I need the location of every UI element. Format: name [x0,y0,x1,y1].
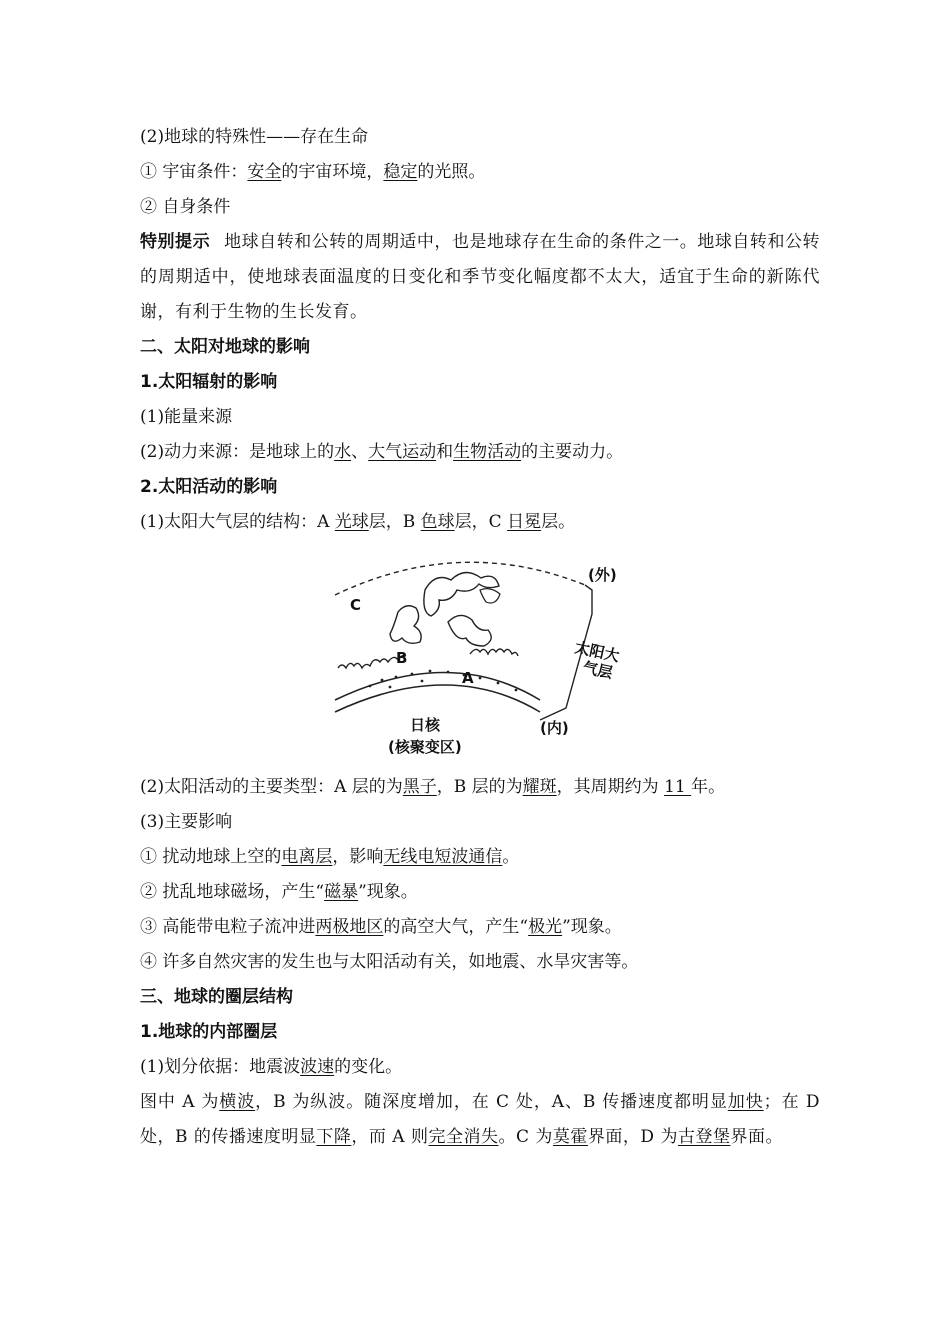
answer-sunspots: 黑子 [402,777,437,797]
answer-aurora: 极光 [528,917,563,937]
answer-disappear: 完全消失 [428,1127,499,1147]
label-outer: (外) [588,566,617,584]
section-earth-layers-heading: 三、地球的圈层结构 [140,987,293,1007]
chromosphere-wave [338,649,518,668]
section-sun-effect-heading: 二、太阳对地球的影响 [140,337,310,357]
answer-magnetic-storm: 磁暴 [324,882,359,902]
text: ；在 D 处，B 的传播速度明显 [140,1092,820,1147]
text: ，其周期约为 [556,777,665,797]
corona-flame-2 [390,606,421,644]
answer-atmosphere-motion: 大气运动 [368,442,437,462]
label-atmosphere-2: 气层 [581,658,615,683]
effect-ionosphere-item [140,840,820,875]
answer-water: 水 [334,442,352,462]
label-core: 日核 [410,716,441,734]
text: (2)太阳活动的主要类型：A 层的为 [140,777,403,797]
answer-decrease: 下降 [316,1127,352,1147]
sun-atmosphere-diagram [140,544,820,770]
answer-safe: 安全 [247,162,282,182]
text: 图中 A 为 [140,1092,220,1112]
text: 层，C [454,512,508,532]
sun-atmosphere-svg [330,550,630,760]
text: 和 [436,442,454,462]
text: ，B 为纵波。随深度增加，在 C 处，A、B 传播速度都明显 [255,1092,728,1112]
text: 的变化。 [334,1057,403,1077]
text: (1)太阳大气层的结构：A [140,512,335,532]
text: ② 扰乱地球磁场，产生“ [140,882,325,902]
text: ① 扰动地球上空的 [140,847,282,867]
text: 。C 为 [498,1127,553,1147]
text: 界面，D 为 [587,1127,678,1147]
special-tip-label: 特别提示 [140,232,211,252]
cosmic-conditions-item [140,155,820,190]
power-source-item [140,435,820,470]
text: ”现象。 [358,882,418,902]
answer-biological-activity: 生物活动 [453,442,522,462]
seismic-wave-paragraph [140,1085,820,1155]
effect-aurora-item [140,910,820,945]
effect-magnetic-item [140,875,820,910]
answer-gutenberg: 古登堡 [677,1127,731,1147]
text: 界面。 [730,1127,783,1147]
main-effects-item: (3)主要影响 [140,812,233,832]
text: ，而 A 则 [351,1127,429,1147]
answer-radio-communication: 无线电短波通信 [383,847,503,867]
answer-period: 11 [664,777,692,797]
text: ① 宇宙条件： [140,162,248,182]
document-page [140,120,820,1155]
inner-layers-subheading: 1.地球的内部圈层 [140,1022,278,1042]
division-basis-item [140,1050,820,1085]
special-tip-text: 地球自转和公转的周期适中，也是地球存在生命的条件之一。地球自转和公转的周期适中，使地球表面温度的日变化和季节变化幅度都不太大，适宜于生命的新陈代谢，有利于生物的生长发育。 [140,232,820,322]
answer-wave-speed: 波速 [300,1057,335,1077]
text: ”现象。 [562,917,622,937]
label-inner: (内) [540,719,569,737]
answer-polar-regions: 两极地区 [315,917,384,937]
section-earth-specialty-heading: (2)地球的特殊性——存在生命 [140,127,369,147]
sun-atmosphere-structure-item [140,505,820,540]
answer-stable: 稳定 [383,162,418,182]
answer-corona: 日冕 [507,512,542,532]
label-b: B [396,649,408,667]
answer-transverse-wave: 横波 [219,1092,256,1112]
answer-moho: 莫霍 [552,1127,588,1147]
text: ，B 层的为 [436,777,523,797]
corona-flame-1 [424,572,499,616]
text: 层，B [368,512,421,532]
text: 的光照。 [417,162,486,182]
effect-disasters-item: ④ 许多自然灾害的发生也与太阳活动有关，如地震、水旱灾害等。 [140,952,639,972]
text: ，影响 [332,847,384,867]
answer-ionosphere: 电离层 [281,847,333,867]
answer-chromosphere: 色球 [420,512,455,532]
label-core-fusion: (核聚变区) [388,738,462,756]
text: (2)动力来源：是地球上的 [140,442,335,462]
text: 年。 [691,777,726,797]
text: 。 [502,847,520,867]
corona-flame-3 [448,615,491,646]
text: 层。 [541,512,576,532]
answer-photosphere: 光球 [334,512,369,532]
label-c: C [350,596,362,614]
corona-flame-4 [480,589,500,603]
text: ③ 高能带电粒子流冲进 [140,917,316,937]
text: 的主要动力。 [521,442,624,462]
text: 的宇宙环境， [281,162,384,182]
text: 的高空大气，产生“ [383,917,529,937]
label-atmosphere-1: 太阳大 [573,638,621,666]
self-conditions-item: ② 自身条件 [140,197,231,217]
solar-radiation-subheading: 1.太阳辐射的影响 [140,372,278,392]
answer-speed-up: 加快 [727,1092,764,1112]
solar-activity-subheading: 2.太阳活动的影响 [140,477,278,497]
special-tip-paragraph [140,225,820,330]
photosphere-outer-arc [335,673,540,701]
answer-flares: 耀斑 [522,777,557,797]
text: 、 [351,442,369,462]
text: (1)划分依据：地震波 [140,1057,301,1077]
activity-types-item [140,770,820,805]
label-a: A [462,669,474,687]
energy-source-item: (1)能量来源 [140,407,233,427]
photosphere-inner-arc [335,685,540,712]
